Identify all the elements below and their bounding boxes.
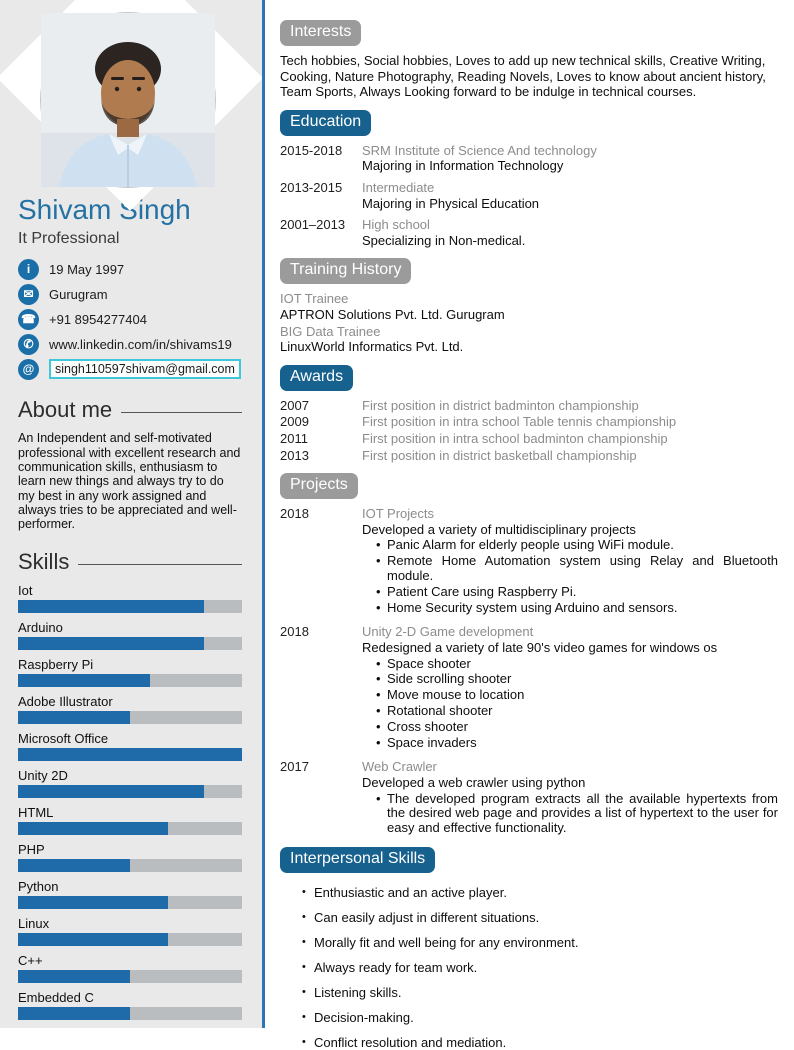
award-item <box>280 431 778 447</box>
about-heading <box>18 397 242 423</box>
interpersonal-item: • Decision-making. <box>302 1010 778 1025</box>
skill-item <box>18 805 242 835</box>
skill-bar-fill <box>18 859 130 872</box>
skill-bar-track <box>18 637 242 650</box>
skill-label: Python <box>18 878 59 894</box>
section-interests <box>280 20 778 100</box>
skill-bar-track <box>18 896 242 909</box>
awards-heading: Awards <box>280 365 353 391</box>
education-item <box>280 143 778 174</box>
project-bullet: • Space shooter <box>376 657 778 672</box>
skill-item <box>18 657 242 687</box>
education-institution: High school <box>362 217 430 233</box>
training-organization: APTRON Solutions Pvt. Ltd. Gurugram <box>280 306 505 322</box>
skill-item <box>18 990 242 1020</box>
skill-bar-track <box>18 785 242 798</box>
main-content <box>265 0 794 1050</box>
skill-item <box>18 620 242 650</box>
education-years: 2015-2018 <box>280 142 343 158</box>
skill-bar-fill <box>18 600 204 613</box>
project-bullet: • Home Security system using Arduino and sensors. <box>376 601 778 616</box>
section-training <box>280 258 778 354</box>
project-item <box>280 624 778 751</box>
skill-item <box>18 694 242 724</box>
project-bullet: • Space invaders <box>376 736 778 751</box>
interpersonal-item: • Morally fit and well being for any environment. <box>302 935 778 950</box>
skill-bar-fill <box>18 1007 130 1020</box>
education-years: 2013-2015 <box>280 179 343 195</box>
training-organization: LinuxWorld Informatics Pvt. Ltd. <box>280 339 464 355</box>
education-details <box>362 180 778 211</box>
skill-item <box>18 953 242 983</box>
skill-bar-track <box>18 711 242 724</box>
project-bullet-list <box>362 538 778 615</box>
project-bullet: • Rotational shooter <box>376 704 778 719</box>
projects-heading: Projects <box>280 473 358 499</box>
contact-text: 19 May 1997 <box>49 261 125 277</box>
project-bullet-list <box>362 792 778 836</box>
project-year: 2017 <box>280 759 309 775</box>
contact-row <box>18 333 242 355</box>
training-list <box>280 291 778 354</box>
skill-bar-fill <box>18 896 168 909</box>
project-bullet: • Remote Home Automation system using Relay and Bluetooth module. <box>376 554 778 584</box>
skills-heading <box>18 549 242 575</box>
skill-bar-track <box>18 1007 242 1020</box>
contact-row <box>18 258 242 280</box>
awards-list <box>280 398 778 463</box>
education-institution: SRM Institute of Science And technology <box>362 142 597 158</box>
interpersonal-item: • Listening skills. <box>302 985 778 1000</box>
project-item <box>280 506 778 616</box>
education-item <box>280 217 778 248</box>
interests-heading: Interests <box>280 20 361 46</box>
email-field[interactable]: singh110597shivam@gmail.com <box>49 359 241 379</box>
skill-label: Raspberry Pi <box>18 656 94 672</box>
skill-bar-fill <box>18 970 130 983</box>
contact-row <box>18 308 242 330</box>
section-projects <box>280 473 778 837</box>
info-icon: i <box>18 259 39 280</box>
project-title: Web Crawler <box>362 759 437 775</box>
project-bullet: • The developed program extracts all the available hypertexts from the desired web page and provides a list of hypertext to the user for easy and effective functionality. <box>376 792 778 836</box>
project-year: 2018 <box>280 624 309 640</box>
contact-text: www.linkedin.com/in/shivams19 <box>49 336 232 352</box>
contact-row-email <box>18 358 242 380</box>
sidebar-content <box>0 194 262 1020</box>
skill-item <box>18 583 242 613</box>
project-details <box>362 624 778 751</box>
skill-bar-fill <box>18 674 150 687</box>
project-bullet: • Patient Care using Raspberry Pi. <box>376 585 778 600</box>
at-icon: @ <box>18 359 39 380</box>
education-details <box>362 143 778 174</box>
award-text: First position in intra school badminton championship <box>362 430 668 446</box>
interpersonal-heading: Interpersonal Skills <box>280 847 435 873</box>
skill-item <box>18 842 242 872</box>
skill-label: PHP <box>18 841 45 857</box>
skill-bar-track <box>18 970 242 983</box>
project-year: 2018 <box>280 506 309 522</box>
award-item <box>280 448 778 464</box>
education-list <box>280 143 778 249</box>
education-heading: Education <box>280 110 371 136</box>
interpersonal-item: • Enthusiastic and an active player. <box>302 885 778 900</box>
profile-photo <box>41 13 215 187</box>
project-bullet: • Side scrolling shooter <box>376 672 778 687</box>
project-details <box>362 759 778 837</box>
section-interpersonal <box>280 847 778 1050</box>
skills-heading-text: Skills <box>18 548 70 574</box>
skill-bar-fill <box>18 785 204 798</box>
project-title: Unity 2-D Game development <box>362 624 534 640</box>
project-description: Developed a variety of multidisciplinary projects <box>362 521 636 537</box>
skill-bar-fill <box>18 711 130 724</box>
about-text: An Independent and self-motivated professional with excellent research and communication skills, enthusiasm to learn new things and always try to do my best in any work assigned and always tries to be appreciated and well-performer. <box>18 431 241 532</box>
project-description: Redesigned a variety of late 90's video games for windows os <box>362 639 718 655</box>
interpersonal-item: • Always ready for team work. <box>302 960 778 975</box>
award-text: First position in district badminton championship <box>362 397 639 413</box>
contact-text: +91 8954277404 <box>49 311 147 327</box>
phone-icon: ☎ <box>18 309 39 330</box>
skill-label: Unity 2D <box>18 767 68 783</box>
skill-bar-track <box>18 600 242 613</box>
training-item <box>280 291 778 322</box>
skill-bar-fill <box>18 822 168 835</box>
interpersonal-item: • Conflict resolution and mediation. <box>302 1035 778 1050</box>
photo-area <box>0 0 262 192</box>
link-icon: ✆ <box>18 334 39 355</box>
education-major: Majoring in Physical Education <box>362 195 540 211</box>
heading-rule <box>121 412 242 413</box>
skill-label: HTML <box>18 804 54 820</box>
skill-bar-track <box>18 674 242 687</box>
mail-icon: ✉ <box>18 284 39 305</box>
skill-item <box>18 916 242 946</box>
skill-label: Arduino <box>18 619 63 635</box>
skill-bar-track <box>18 933 242 946</box>
skill-bar-fill <box>18 748 242 761</box>
education-major: Specializing in Non-medical. <box>362 232 526 248</box>
project-item <box>280 759 778 837</box>
skill-item <box>18 879 242 909</box>
project-title: IOT Projects <box>362 506 435 522</box>
section-education <box>280 110 778 249</box>
contact-text: Gurugram <box>49 286 108 302</box>
skill-label: Adobe Illustrator <box>18 693 113 709</box>
award-year: 2007 <box>280 397 309 413</box>
skill-label: Embedded C <box>18 989 94 1005</box>
award-year: 2011 <box>280 430 308 446</box>
project-description: Developed a web crawler using python <box>362 775 586 790</box>
skill-label: Microsoft Office <box>18 730 109 746</box>
skill-bar-fill <box>18 637 204 650</box>
training-role: IOT Trainee <box>280 291 349 307</box>
training-item <box>280 324 778 355</box>
interpersonal-list <box>280 885 778 1050</box>
skill-label: Iot <box>18 582 33 598</box>
about-heading-text: About me <box>18 397 113 423</box>
award-year: 2009 <box>280 414 309 430</box>
education-details <box>362 217 778 248</box>
section-awards <box>280 365 778 463</box>
heading-rule <box>78 564 242 565</box>
skill-bar-track <box>18 822 242 835</box>
skill-bar-fill <box>18 933 168 946</box>
interests-text: Tech hobbies, Social hobbies, Loves to add up new technical skills, Creative Writing, Cooking, Nature Photography, Reading Novels, Loves to know about ancient history, Team Sports, Always Looking forward to be indulge in technical courses. <box>280 53 766 100</box>
project-bullet: • Panic Alarm for elderly people using WiFi module. <box>376 538 778 553</box>
project-bullet: • Move mouse to location <box>376 688 778 703</box>
contact-row <box>18 283 242 305</box>
skill-bar-track <box>18 859 242 872</box>
training-heading: Training History <box>280 258 411 284</box>
award-text: First position in intra school Table tennis championship <box>362 414 677 430</box>
education-major: Majoring in Information Technology <box>362 158 564 174</box>
project-bullet-list <box>362 657 778 751</box>
profile-name: Shivam Singh <box>18 194 191 225</box>
sidebar <box>0 0 262 1028</box>
skill-item <box>18 768 242 798</box>
award-text: First position in district basketball championship <box>362 447 637 463</box>
portrait-illustration <box>41 13 215 187</box>
skill-label: C++ <box>18 952 43 968</box>
skill-bar-track <box>18 748 242 761</box>
education-item <box>280 180 778 211</box>
project-bullet: • Cross shooter <box>376 720 778 735</box>
project-details <box>362 506 778 616</box>
skill-label: Linux <box>18 915 50 931</box>
award-year: 2013 <box>280 447 309 463</box>
education-institution: Intermediate <box>362 179 435 195</box>
profile-title: It Professional <box>18 230 120 248</box>
award-item <box>280 414 778 430</box>
education-years: 2001–2013 <box>280 217 346 233</box>
skills-list <box>18 583 242 1020</box>
skill-item <box>18 731 242 761</box>
training-role: BIG Data Trainee <box>280 323 381 339</box>
award-item <box>280 398 778 414</box>
contact-list <box>18 258 242 355</box>
interpersonal-item: • Can easily adjust in different situations. <box>302 910 778 925</box>
